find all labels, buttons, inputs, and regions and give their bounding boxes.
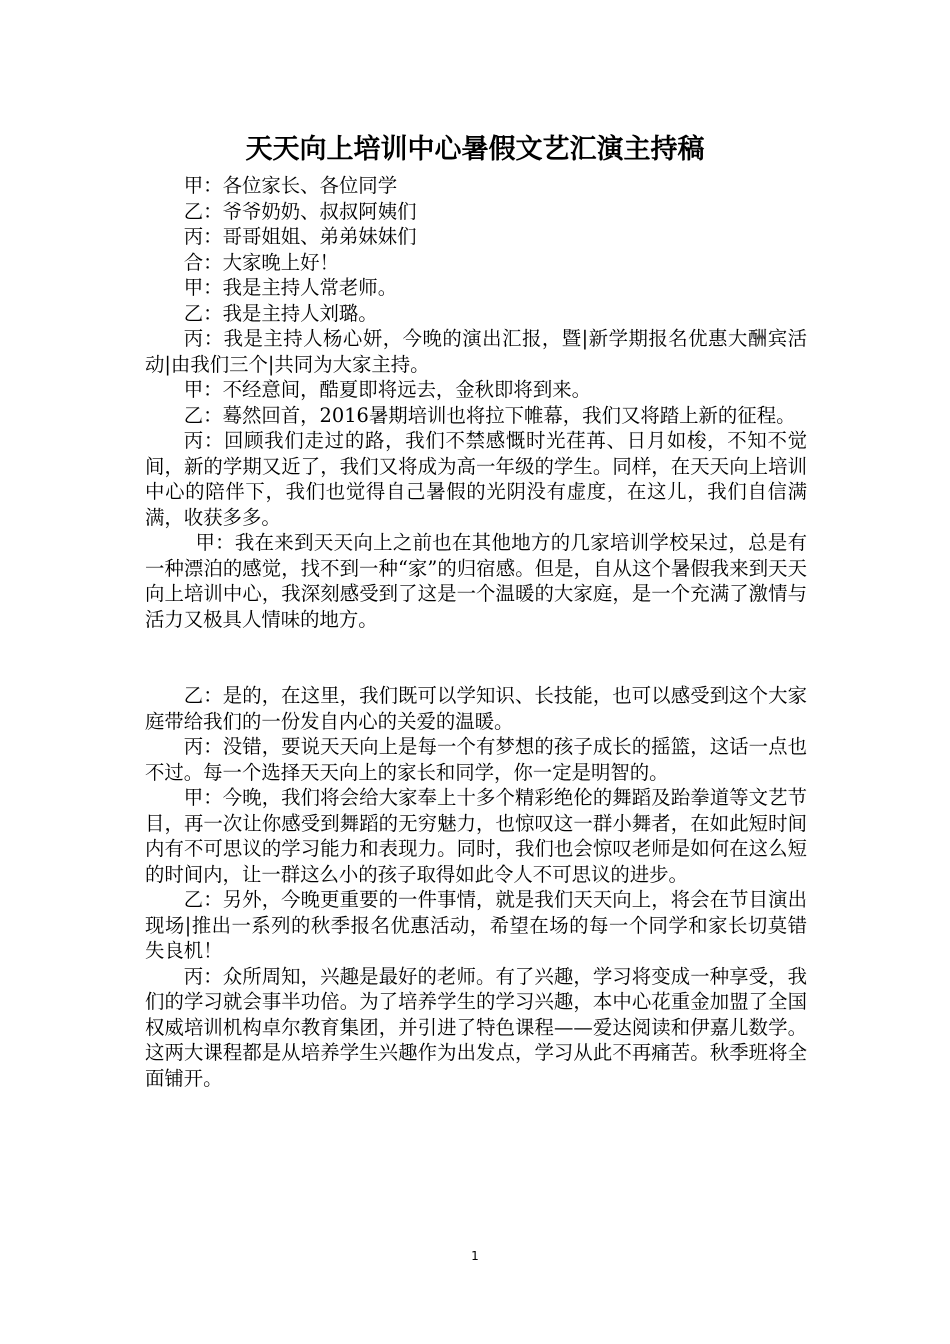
paragraph: 甲：不经意间，酷夏即将远去，金秋即将到来。 [183,378,591,401]
paragraph-gap [145,632,807,683]
paragraph: 乙：爷爷奶奶、叔叔阿姨们 [183,199,417,223]
paragraph: 合：大家晚上好！ [183,250,339,274]
paragraph: 乙：蓦然回首，2016暑期培训也将拉下帷幕，我们又将踏上新的征程。 [183,403,796,427]
document-title: 天天向上培训中心暑假文艺汇演主持稿 [245,134,705,165]
document-body [145,173,807,1091]
paragraph: 丙：没错，要说天天向上是每一个有梦想的孩子成长的摇篮，这话一点也不过。每一个选择天天向上的家长和同学，你一定是明智的。 [145,735,807,784]
paragraph: 甲：我是主持人常老师。 [183,276,398,299]
paragraph: 丙：回顾我们走过的路，我们不禁感慨时光荏苒、日月如梭，不知不觉间，新的学期又近了，我们又将成为高一年级的学生。同样，在天天向上培训中心的陪伴下，我们也觉得自己暑假的光阴没有虚度，在这儿，我们自信满满，收获多多。 [145,429,807,529]
paragraph: 乙：另外，今晚更重要的一件事情，就是我们天天向上，将会在节目演出现场|推出一系列的秋季报名优惠活动，希望在场的每一个同学和家长切莫错失良机！ [145,888,807,962]
paragraph: 乙：是的，在这里，我们既可以学知识、长技能，也可以感受到这个大家庭带给我们的一份发自内心的关爱的温暖。 [145,684,807,733]
paragraph: 丙：我是主持人杨心妍，今晚的演出汇报，暨|新学期报名优惠大酬宾活动|由我们三个|共同为大家主持。 [145,327,807,376]
paragraph: 甲：我在来到天天向上之前也在其他地方的几家培训学校呆过，总是有一种漂泊的感觉，找不到一种“家”的归宿感。但是，自从这个暑假我来到天天向上培训中心，我深刻感受到了这是一个温暖的大家庭，是一个充满了激情与活力又极具人情味的地方。 [145,531,807,631]
paragraph: 乙：我是主持人刘璐。 [183,301,378,325]
paragraph: 丙：众所周知，兴趣是最好的老师。有了兴趣，学习将变成一种享受，我们的学习就会事半功倍。为了培养学生的学习兴趣，本中心花重金加盟了全国权威培训机构卓尔教育集团，并引进了特色课程——爱达阅读和伊嘉儿数学。这两大课程都是从培养学生兴趣作为出发点，学习从此不再痛苦。秋季班将全面铺开。 [145,964,807,1090]
paragraph: 甲：各位家长、各位同学 [183,174,398,197]
page-number: 1 [471,1249,479,1263]
paragraph: 丙：哥哥姐姐、弟弟妹妹们 [183,225,417,248]
paragraph: 甲：今晚，我们将会给大家奉上十多个精彩绝伦的舞蹈及跆拳道等文艺节目，再一次让你感受到舞蹈的无穷魅力，也惊叹这一群小舞者，在如此短时间内有不可思议的学习能力和表现力。同时，我们也会惊叹老师是如何在这么短的时间内，让一群这么小的孩子取得如此令人不可思议的进步。 [145,786,807,886]
